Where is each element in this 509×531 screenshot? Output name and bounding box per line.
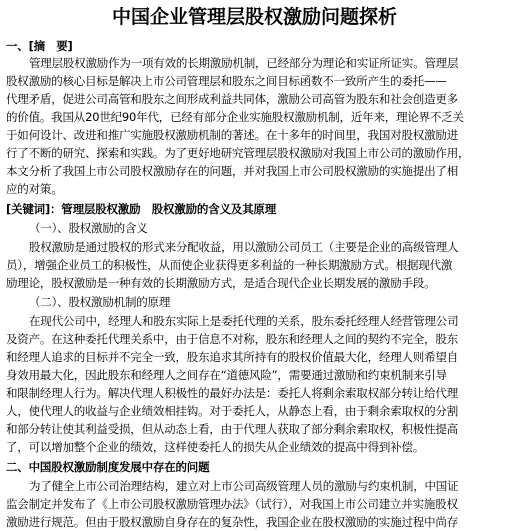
subsection-1-line-1: 股权激励是通过股权的形式来分配收益，用以激励公司员工（主要是企业的高级管理人: [29, 240, 459, 254]
subsection-2-line-7: 和部分转让使其利益受损，但从动态上看，由于代理人获取了部分剩余索取权，积极性提高: [6, 422, 458, 436]
section-2-line-1: 为了健全上市公司治理结构，建立对上市公司高级管理人员的激励与约束机制，中国证: [29, 479, 459, 493]
abstract-line-2: 股权激励的核心目标是解决上市公司管理层和股东之间目标函数不一致所产生的委托——: [6, 74, 447, 88]
section-2-line-3: 激励进行规范。但由于股权激励自身存在的复杂性，我国企业在股权激励的实施过程中尚存: [6, 515, 458, 529]
subsection-1-line-2: 员），增强企业员工的积极性，从而使企业获得更多利益的一种长期激励方式。根据现代激: [6, 258, 453, 272]
section-2-line-2: 监会制定并发布了《上市公司股权激励管理办法》（试行），对我国上市公司建立并实施股权: [6, 497, 458, 511]
subsection-2-line-2: 及资产。在这种委托代理关系中，由于信息不对称，股东和经理人之间的契约不完全，股东: [6, 332, 458, 346]
abstract-line-8: 应的对策。: [6, 182, 63, 196]
section-2-heading: 二、中国股权激励制度发展中存在的问题: [6, 460, 210, 474]
subsection-2-line-3: 和经理人追求的目标并不完全一致，股东追求其所持有的股权价值最大化，经理人则希望自: [6, 350, 458, 364]
abstract-line-4: 的价值。我国从20世纪90年代，已经有部分企业实施股权激励机制，近年来，理论界不乏关: [6, 110, 464, 124]
abstract-line-6: 行了不断的研究、探索和实践。为了更好地研究管理层股权激励对我国上市公司的激励作用，: [6, 146, 470, 160]
keywords-line: [关键词]：管理层股权激励 股权激励的含义及其原理: [6, 202, 277, 216]
abstract-line-3: 代理矛盾，促进公司高管和股东之间形成利益共同体，激励公司高管为股东和社会创造更多: [6, 92, 458, 106]
subsection-2-line-1: 在现代公司中，经理人和股东实际上是委托代理的关系，股东委托经理人经营管理公司: [29, 314, 459, 328]
section-1-heading: 一、[摘 要]: [6, 39, 73, 53]
abstract-line-7: 本文分析了我国上市公司股权激励存在的问题，并对我国上市公司股权激励的实施提出了相: [6, 164, 458, 178]
subsection-1-line-3: 励理论，股权激励是一种有效的长期激励方式，是适合现代企业长期发展的激励手段。: [6, 276, 436, 290]
subsection-2-line-8: 了，可以增加整个企业的绩效，这样使委托人的损失从企业绩效的提高中得到补偿。: [6, 440, 425, 454]
abstract-line-5: 于如何设计、改进和推广实施股权激励机制的著述。在十多年的时间里，我国对股权激励进: [6, 128, 458, 142]
subsection-2-line-5: 和限制经理人行为。解决代理人积极性的最好办法是：委托人将剩余索取权部分转让给代理: [6, 386, 458, 400]
subsection-2-line-4: 身效用最大化，因此股东和经理人之间存在“道德风险”，需要通过激励和约束机制来引导: [6, 368, 447, 382]
subsection-2-line-6: 人，使代理人的收益与企业绩效相挂钩。对于委托人，从静态上看，由于剩余索取权的分割: [6, 404, 458, 418]
subsection-2-heading: （二）、股权激励机制的原理: [29, 295, 171, 309]
abstract-line-1: 管理层股权激励作为一项有效的长期激励机制，已经部分为理论和实证所证实。管理层: [29, 56, 459, 70]
subsection-1-heading: （一）、股权激励的含义: [29, 221, 148, 235]
document-title: 中国企业管理层股权激励问题探析: [111, 6, 397, 28]
